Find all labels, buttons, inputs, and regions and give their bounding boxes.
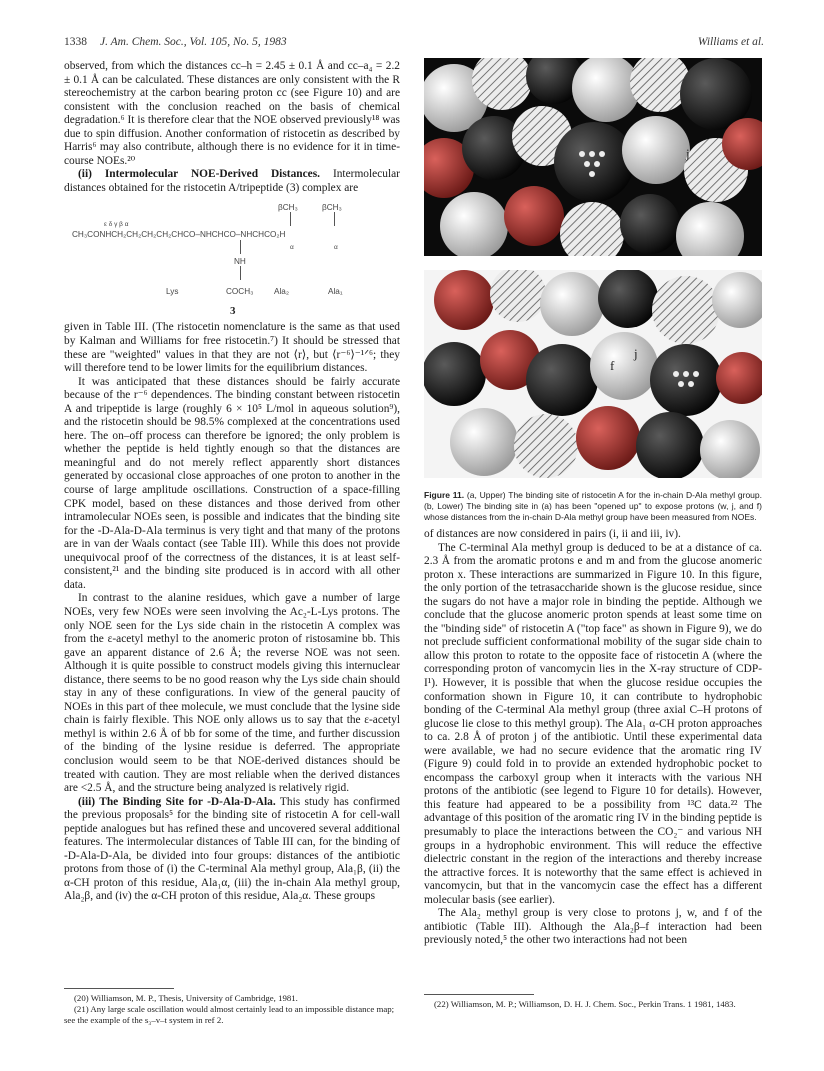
paragraph-intermolecular [64,168,400,195]
paragraph-text: Intermolecular distances obtained for the ristocetin A/tripeptide (3) complex are [64,168,400,194]
bond-line [240,266,241,280]
structure-label-ala1: Ala₁ [328,287,343,297]
structure-main-chain: CH₃CONHCH₂CH₂CH₂CH₂CHCO–NHCHCO–NHCHCO₂H [72,230,286,240]
structure-label: βCH₃ [322,203,342,213]
running-authors: Williams et al. [697,36,764,48]
structure-label: βCH₃ [278,203,298,213]
paragraph-binding-site [64,796,400,904]
footnote-rule [424,994,534,995]
alpha-mark: α [290,244,294,252]
footnote: (21) Any large scale oscillation would almost certainly lead to an impossible distance map; see the example of the s₃–v–t system in ref 2. [64,1004,395,1025]
paragraph: The Ala₂ methyl group is very close to protons j, w, and f of the antibiotic (Table III). Although the Ala₂β–f interaction had been previously noted,⁵ the other two interactions had not been [424,907,762,947]
cpk-model-lower [424,270,762,478]
paragraph: It was anticipated that these distances should be fairly accurate because of the r⁻⁶ dependences. The binding constant between ristocetin A and tripeptide is large (roughly 6 × 10⁵ L/mol in aqueous solution⁹), and the ristocetin should be 98.5% complexed at the concentrations used here. The on–off process can therefore be ignored; the only problem is whether the peptide is held tightly enough so that the distances are meaningful and do not merely reflect apparently short distances generated by occasional close approaches of one proton to another in the course of large amplitude oscillations. Construction of a space-filling CPK model, based on these distances and those derived from other intramolecular NOEs seen, is possible and indicates that the binding site for the -D-Ala-D-Ala terminus is very tight and that many of the protons are in van der Waals contact (see Table III). While this does not provide unequivocal proof of the correctness of the distances, it is at least self-consistent,²¹ and the binding site produced is in accord with all other data. [64,375,400,591]
figure-label: Figure 11. [424,490,465,500]
footnote: (22) Williamson, M. P.; Williamson, D. H. J. Chem. Soc., Perkin Trans. 1 1981, 1483. [434,999,736,1009]
chemical-structure [64,197,400,319]
journal-citation: J. Am. Chem. Soc., Vol. 105, No. 5, 1983 [100,36,287,48]
left-column [64,60,400,904]
alpha-mark: α [334,244,338,252]
proton-label-j: j [686,146,690,161]
paragraph: given in Table III. (The ristocetin nomenclature is the same as that used by Kalman and Williams for free ristocetin.⁷) It should be stressed that these are "weighted" values in that they are not ⟨r⟩, but ⟨r⁻⁶⟩⁻¹ᐟ⁶; they will therefore tend to be lower limits for the equilibrium distances. [64,321,400,375]
footnotes-right [424,994,762,1010]
paragraph: of distances are now considered in pairs (i, ii and iii, iv). [424,528,681,540]
paragraph: observed, from which the distances cc–h = 2.45 ± 0.1 Å and cc–a₄ = 2.2 ± 0.1 Å can be calculated. These distances are only consistent with the R stereochemistry at the carbon bearing proton cc (see Figure 10) and are consistent with the conclusion reached on the basis of chemical degradation.⁶ It is therefore clear that the NOE observed previously¹⁸ was due to spin diffusion. Another conformation of ristocetin as described by Harris⁶ may also contribute, although there is no evidence for it in time-course NOEs.²⁰ [64,60,400,167]
figure-caption-text: (a, Upper) The binding site of ristocetin A for the in-chain D-Ala methyl group. (b, Lower) The binding site in (a) has been "opened up" to expose protons (w, j, and f) whose distances from the in-chain D-Ala methyl group have been measured from NOEs. [424,490,762,522]
paragraph: The C-terminal Ala methyl group is deduced to be at a distance of ca. 2.3 Å from the aromatic protons e and m and from the glucose anomeric proton x. These interactions are summarized in Figure 10. In this figure, the only portion of the tetrasaccharide shown is the glucose residue, since the sugars do not have a major role in binding the peptide. Although we conclude that the glucose anomeric proton spends at least some time on the "binding side" of ristocetin A ("top face" as shown in Figure 9), we do not preclude sufficient conformational mobility of the sugar side chain to allow this proton to rotate to the opposite face of ristocetin A (where the corresponding proton of vancomycin lies in the X-ray structure of CDP-I¹). However, it is possible that when the glucose residue occupies the conformation shown in Figure 10, it can contribute to hydrophobic bonding of the C-terminal Ala methyl group (three axial C–H protons of glucose lie close to this methyl group). The Ala₁ α-CH proton approaches to ca. 2.8 Å of proton j of the antibiotic. Until these experimental data were available, we had no secure evidence that the aromatic ring IV (Figure 9) could fold in to provide an extended hydrophobic pocket to encompass the carboxyl group when it interacts with the various NH protons of the antibiotic (see legend to Figure 10 for details). However, this feature had appeared to be a possibility from ¹³C data.²² The advantage of this position of the aromatic ring IV in the binding peptide is presumably to place the interactions between the CO₂⁻ and various NH groups in a hydrophobic environment. This will reduce the effective dielectric constant in the region of the interactions and thereby increase the attractive forces. It is noteworthy that the same effect is achieved in vancomycin, but that in the vancomycin case the effect has a different molecular basis (see earlier). [424,541,762,906]
figure-caption [424,490,762,523]
running-head [64,36,764,52]
structure-label-ala2: Ala₂ [274,287,290,297]
cpk-model-upper [424,58,762,256]
proton-label-f: f [610,358,615,373]
structure-label-acetyl: COCH₃ [226,287,254,297]
structure-nh: NH [234,257,246,267]
figure-11a-photo [424,58,762,256]
greek-positions: ε δ γ β α [104,221,129,229]
section-heading: (ii) Intermolecular NOE-Derived Distances. [78,168,320,181]
paragraph: In contrast to the alanine residues, which gave a number of large NOEs, very few NOEs were seen involving the Ac₂-L-Lys protons. The only NOE seen for the Lys side chain in the ristocetin A complex was from the ε-acetyl methyl to the anomeric proton of ristosamine bb. This gave an apparent distance of 2.6 Å; the reverse NOE was not seen. Although it is quite possible to construct models giving this internuclear distance, there seems to be no good reason why the Lys side chain should stay in any of these configurations. In view of the general paucity of NOEs in this part of thee molecule, we must conclude that the lysine side chain is fairly flexible. This NOE only allows us to say that the ε-acetyl methyl is within 2.6 Å of bb for some of the time, and further discussion of the binding of the lysine residue is deferred. The appropriate conclusion would seem to be that NOE-derived distances should be treated with caution. They are most reliable when the derived distances are <2.5 Å, and the structure being analyzed is relatively rigid. [64,592,400,795]
page-number: 1338 [64,36,87,48]
right-column [424,528,762,948]
paragraph-text: This study has confirmed the previous proposals⁵ for the binding site of ristocetin A for cell-wall peptide analogues but has refined these and uncovered several additional features. The intermolecular distances of Table III can, for the binding of -D-Ala-D-Ala, be divided into four groups: distances of the antibiotic protons from those of (i) the C-terminal Ala methyl group, Ala₁β, (ii) the α-CH proton of this residue, Ala₁α, (iii) the in-chain Ala methyl group, Ala₂β, and (iv) the α-CH proton of this residue, Ala₂α. These groups [64,795,400,903]
footnotes-left [64,988,400,1026]
figure-11b-photo [424,270,762,478]
structure-label-lys: Lys [166,287,179,297]
bond-line [290,212,291,226]
bond-line [240,240,241,254]
section-heading: (iii) The Binding Site for -D-Ala-D-Ala. [78,795,276,808]
bond-line [334,212,335,226]
footnote: (20) Williamson, M. P., Thesis, University of Cambridge, 1981. [74,993,298,1003]
footnote-rule [64,988,174,989]
proton-label-j: j [634,346,638,361]
compound-number: 3 [230,305,236,318]
